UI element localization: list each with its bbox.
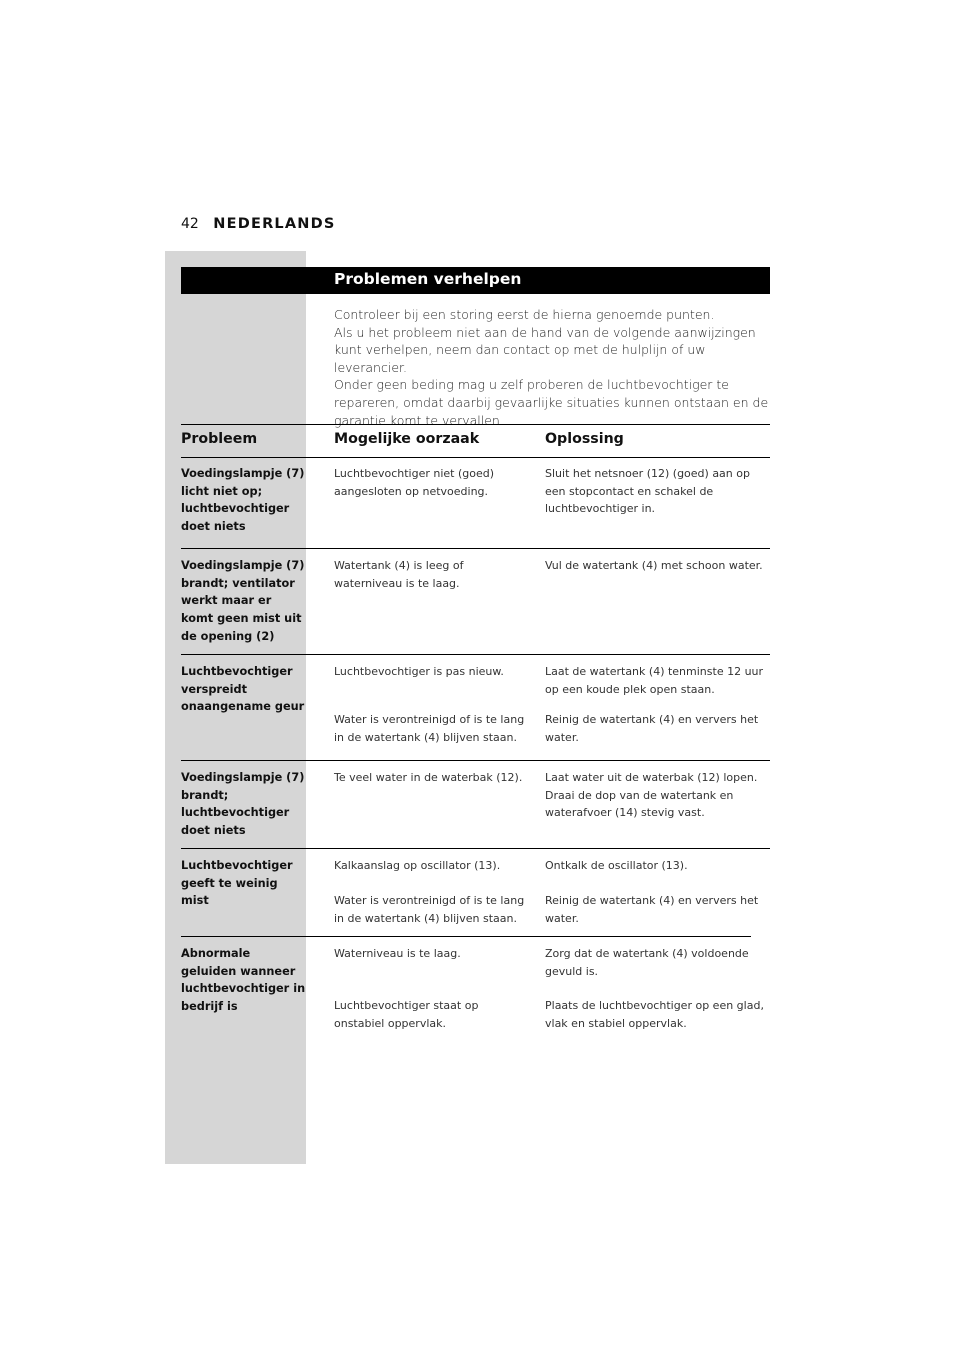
problem-text: Voedingslampje (7) brandt; luchtbevochtiger doet niets [181,771,305,838]
solution-text: Ontkalk de oscillator (13). [545,859,688,872]
cause-text: Water is verontreinigd of is te lang in de watertank (4) blijven staan. [334,894,525,925]
solution-text: Vul de watertank (4) met schoon water. [545,559,763,572]
table-row [181,937,770,1047]
cause-text: Luchtbevochtiger is pas nieuw. [334,665,504,678]
problem-text: Voedingslampje (7) licht niet op; luchtbevochtiger doet niets [181,467,305,534]
cause-text: Water is verontreinigd of is te lang in de watertank (4) blijven staan. [334,713,525,744]
page-header [181,216,336,232]
intro-paragraph: Controleer bij een storing eerst de hierna genoemde punten. [334,307,715,322]
solution-text: Sluit het netsnoer (12) (goed) aan op een stopcontact en schakel de luchtbevochtiger in. [545,467,750,516]
cause-text: Waterniveau is te laag. [334,947,461,960]
page-number: 42 [181,216,199,232]
table-header [181,424,770,458]
solution-text: Reinig de watertank (4) en ververs het water. [545,713,759,744]
cause-text: Watertank (4) is leeg of waterniveau is te laag. [334,559,464,590]
problem-text: Luchtbevochtiger geeft te weinig mist [181,859,293,908]
section-title: Problemen verhelpen [334,270,522,288]
problem-text: Voedingslampje (7) brandt; ventilator werkt maar er komt geen mist uit de opening (2) [181,559,305,643]
column-header-cause: Mogelijke oorzaak [334,431,480,447]
solution-text: Laat de watertank (4) tenminste 12 uur op een koude plek open staan. [545,665,764,696]
cause-text: Te veel water in de waterbak (12). [334,771,523,784]
table-row [181,761,770,849]
intro-text [334,306,770,429]
intro-paragraph: Als u het probleem niet aan de hand van de volgende aanwijzingen kunt verhelpen, neem dan contact op met de hulplijn of uw leverancier. [334,324,756,375]
table-row [181,655,770,761]
cause-text: Luchtbevochtiger niet (goed) aangesloten op netvoeding. [334,467,495,498]
language-heading: NEDERLANDS [213,216,336,232]
table-row [181,849,759,937]
solution-text: Zorg dat de watertank (4) voldoende gevuld is. [545,947,749,978]
column-header-problem: Probleem [181,431,258,447]
table-row [181,549,770,655]
table-row [181,457,770,549]
cause-text: Kalkaanslag op oscillator (13). [334,859,501,872]
section-title-bar [181,267,770,294]
solution-text: Plaats de luchtbevochtiger op een glad, vlak en stabiel oppervlak. [545,999,764,1030]
solution-text: Laat water uit de waterbak (12) lopen. Draai de dop van de watertank en waterafvoer (14) stevig vast. [545,771,758,820]
problem-text: Abnormale geluiden wanneer luchtbevochtiger in bedrijf is [181,947,306,1014]
intro-paragraph: Onder geen beding mag u zelf proberen de luchtbevochtiger te repareren, omdat daarbij gevaarlijke situaties kunnen ontstaan en de garantie komt te vervallen. [334,377,769,428]
problem-text: Luchtbevochtiger verspreidt onaangename geur [181,665,305,714]
solution-text: Reinig de watertank (4) en ververs het water. [545,894,759,925]
cause-text: Luchtbevochtiger staat op onstabiel oppervlak. [334,999,479,1030]
column-header-solution: Oplossing [545,431,624,447]
